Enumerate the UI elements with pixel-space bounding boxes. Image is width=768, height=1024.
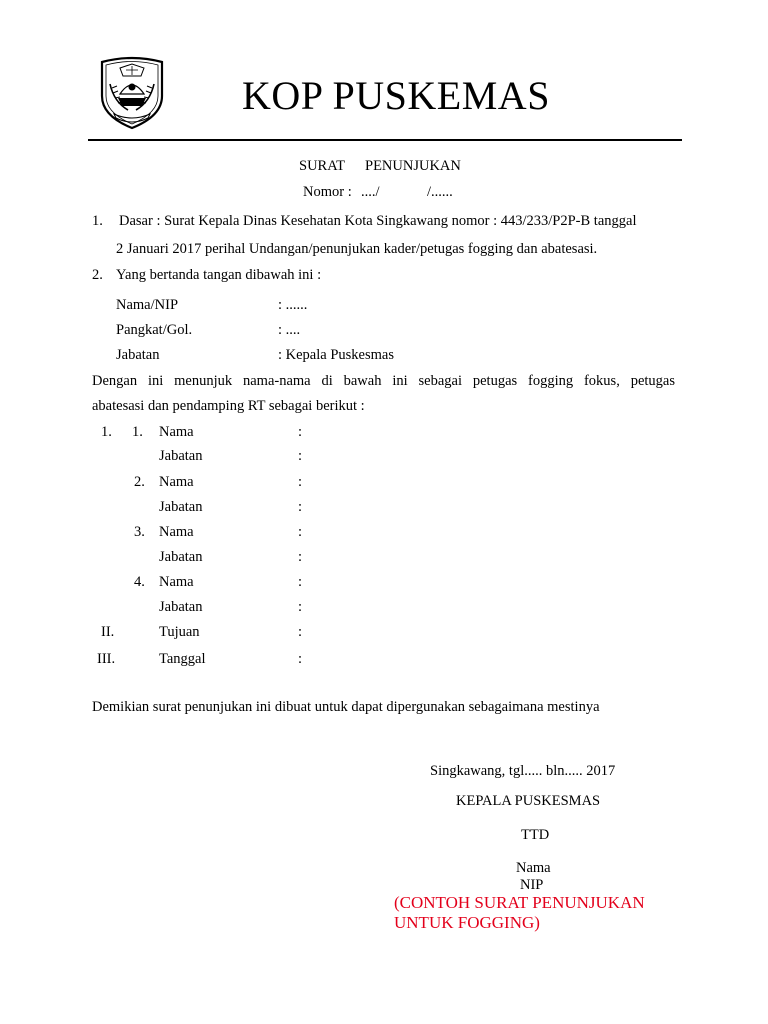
- intro-line-2: abatesasi dan pendamping RT sebagai berikut :: [92, 398, 365, 414]
- section-2-text: Yang bertanda tangan dibawah ini :: [116, 267, 322, 283]
- signer-position-value: : Kepala Puskesmas: [278, 347, 394, 363]
- letter-number-label: Nomor :: [303, 184, 352, 200]
- appointee-name-label: Nama: [159, 574, 194, 590]
- appointee-position-label: Jabatan: [159, 448, 203, 464]
- intro-line-1: Dengan ini menunjuk nama-nama di bawah ini sebagai petugas fogging fokus, petugas: [92, 373, 675, 389]
- section-1-line-1: Dasar : Surat Kepala Dinas Kesehatan Kota Singkawang nomor : 443/233/P2P-B tanggal: [119, 213, 637, 229]
- appointee-number: 1.: [132, 424, 143, 440]
- letterhead-title: KOP PUSKEMAS: [242, 73, 550, 118]
- date-colon: :: [298, 651, 303, 667]
- signer-rank-label: Pangkat/Gol.: [116, 322, 193, 338]
- appointee-position-colon: :: [298, 599, 303, 615]
- signer-nip: NIP: [520, 877, 544, 893]
- place-date: Singkawang, tgl..... bln..... 2017: [430, 763, 616, 779]
- signer-rank-value: : ....: [278, 322, 301, 338]
- appointee-name-label: Nama: [159, 424, 194, 440]
- letter-type-word1: SURAT: [299, 158, 345, 174]
- appointee-name-label: Nama: [159, 524, 194, 540]
- example-note-line-2: UNTUK FOGGING): [394, 913, 540, 932]
- purpose-number: II.: [101, 624, 115, 640]
- district-emblem-logo: [94, 56, 170, 130]
- appointee-name-colon: :: [298, 524, 303, 540]
- appointee-position-label: Jabatan: [159, 599, 203, 615]
- appointee-position-colon: :: [298, 448, 303, 464]
- appointee-number: 3.: [134, 524, 145, 540]
- signer-title: KEPALA PUSKESMAS: [456, 793, 601, 809]
- signer-name-label: Nama/NIP: [116, 297, 179, 313]
- appointee-position-label: Jabatan: [159, 499, 203, 515]
- letter-type-word2: PENUNJUKAN: [365, 158, 461, 174]
- date-label: Tanggal: [159, 651, 206, 667]
- letter-number-value: ..../: [361, 184, 380, 200]
- purpose-label: Tujuan: [159, 624, 200, 640]
- purpose-colon: :: [298, 624, 303, 640]
- section-1-line-2: 2 Januari 2017 perihal Undangan/penunjukan kader/petugas fogging dan abatesasi.: [116, 241, 598, 257]
- appointee-number: 2.: [134, 474, 145, 490]
- signer-position-label: Jabatan: [116, 347, 160, 363]
- appointee-name-colon: :: [298, 424, 303, 440]
- section-1-number: 1.: [92, 213, 103, 229]
- appointee-position-colon: :: [298, 549, 303, 565]
- signer-name-value: : ......: [278, 297, 308, 313]
- appointee-number: 4.: [134, 574, 145, 590]
- letter-number-value-2: /......: [427, 184, 453, 200]
- date-number: III.: [97, 651, 116, 667]
- section-2-number: 2.: [92, 267, 103, 283]
- appointee-name-colon: :: [298, 474, 303, 490]
- appointee-list-number: 1.: [101, 424, 112, 440]
- appointee-name-colon: :: [298, 574, 303, 590]
- signature-ttd: TTD: [521, 827, 550, 843]
- letterhead-divider: [88, 139, 682, 141]
- signer-name: Nama: [516, 860, 551, 876]
- example-note-line-1: (CONTOH SURAT PENUNJUKAN: [394, 893, 645, 912]
- closing-statement: Demikian surat penunjukan ini dibuat untuk dapat dipergunakan sebagaimana mestinya: [92, 699, 600, 715]
- appointee-position-colon: :: [298, 499, 303, 515]
- appointee-name-label: Nama: [159, 474, 194, 490]
- appointee-position-label: Jabatan: [159, 549, 203, 565]
